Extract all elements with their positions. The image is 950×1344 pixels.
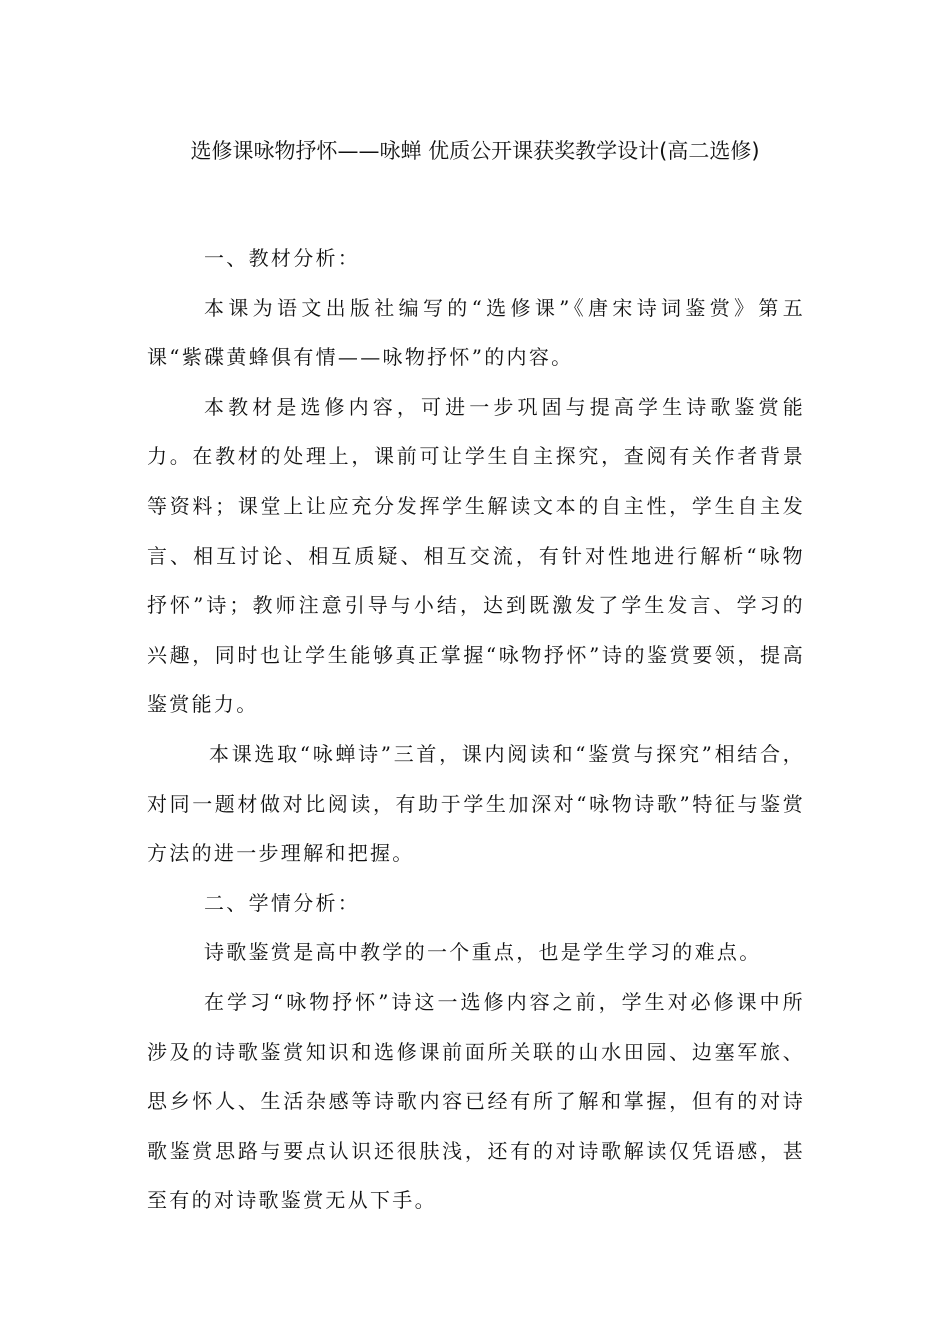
paragraph: 本教材是选修内容，可进一步巩固与提高学生诗歌鉴赏能力。在教材的处理上，课前可让学生自主探究，查阅有关作者背景等资料；课堂上让应充分发挥学生解读文本的自主性，学生自主发言、相互讨论、相互质疑、相互交流，有针对性地进行解析“咏物抒怀”诗；教师注意引导与小结，达到既激发了学生发言、学习的兴趣，同时也让学生能够真正掌握“咏物抒怀”诗的鉴赏要领，提高鉴赏能力。	[147, 394, 805, 717]
section-heading-student-analysis: 二、学情分析：	[204, 890, 361, 915]
document-body	[147, 234, 805, 1226]
paragraph: 本课为语文出版社编写的“选修课”《唐宋诗词鉴赏》第五课“紫碟黄蜂俱有情——咏物抒怀”的内容。	[147, 295, 805, 370]
paragraph: 诗歌鉴赏是高中教学的一个重点，也是学生学习的难点。	[204, 940, 762, 965]
section-heading-textbook-analysis: 一、教材分析：	[204, 246, 361, 270]
document-title: 选修课咏物抒怀——咏蝉 优质公开课获奖教学设计(高二选修)	[190, 139, 760, 163]
paragraph: 在学习“咏物抒怀”诗这一选修内容之前，学生对必修课中所涉及的诗歌鉴赏知识和选修课前面所关联的山水田园、边塞军旅、思乡怀人、生活杂感等诗歌内容已经有所了解和掌握，但有的对诗歌鉴赏思路与要点认识还很肤浅，还有的对诗歌解读仅凭语感，甚至有的对诗歌鉴赏无从下手。	[147, 989, 805, 1213]
paragraph: 本课选取“咏蝉诗”三首，课内阅读和“鉴赏与探究”相结合，对同一题材做对比阅读，有助于学生加深对“咏物诗歌”特征与鉴赏方法的进一步理解和把握。	[147, 741, 805, 866]
